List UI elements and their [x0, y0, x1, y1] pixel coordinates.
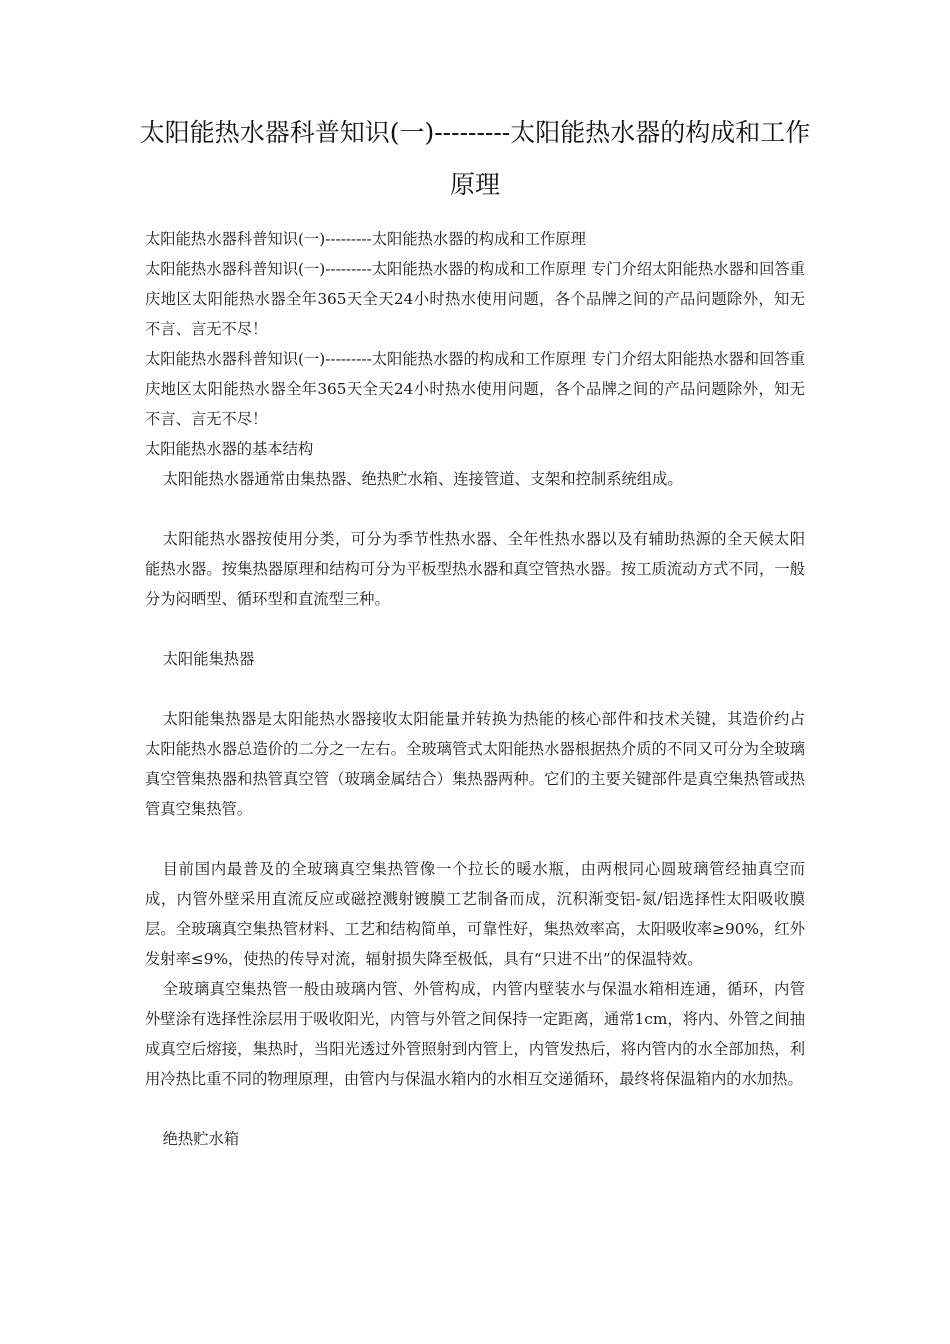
paragraph-components: 太阳能热水器通常由集热器、绝热贮水箱、连接管道、支架和控制系统组成。 [162, 470, 683, 488]
paragraph-intro-2: 太阳能热水器科普知识(一)---------太阳能热水器的构成和工作原理 专门介绍太阳能热水器和回答重庆地区太阳能热水器全年365天全天24小时热水使用问题，各个品牌之间的产品问题除外，知无不言、言无不尽！ [145, 350, 805, 428]
paragraph-intro-1: 太阳能热水器科普知识(一)---------太阳能热水器的构成和工作原理 专门介绍太阳能热水器和回答重庆地区太阳能热水器全年365天全天24小时热水使用问题，各个品牌之间的产品问题除外，知无不言、言无不尽！ [145, 260, 805, 338]
paragraph-subtitle: 太阳能热水器科普知识(一)---------太阳能热水器的构成和工作原理 [145, 230, 586, 248]
paragraph-gap [145, 824, 805, 854]
document-body [145, 224, 805, 1154]
section-heading-water-tank: 绝热贮水箱 [162, 1130, 240, 1148]
section-heading-collector: 太阳能集热器 [162, 650, 255, 668]
document-title-line-2: 原理 [449, 170, 500, 199]
document-title-line-1: 太阳能热水器科普知识(一)---------太阳能热水器的构成和工作 [139, 118, 811, 147]
paragraph-gap [145, 674, 805, 704]
paragraph-collector: 太阳能集热器是太阳能热水器接收太阳能量并转换为热能的核心部件和技术关键，其造价约占太阳能热水器总造价的二分之一左右。全玻璃管式太阳能热水器根据热介质的不同又可分为全玻璃真空管集热器和热管真空管（玻璃金属结合）集热器两种。它们的主要关键部件是真空集热管或热管真空集热管。 [145, 710, 805, 818]
paragraph-gap [145, 1094, 805, 1124]
paragraph-vacuum-tube: 目前国内最普及的全玻璃真空集热管像一个拉长的暖水瓶，由两根同心圆玻璃管经抽真空而成，内管外壁采用直流反应或磁控溅射镀膜工艺制备而成，沉积渐变铝-氮/铝选择性太阳吸收膜层。全玻璃真空集热管材料、工艺和结构简单，可靠性好，集热效率高，太阳吸收率≥90%，红外发射率≤9%，使热的传导对流，辐射损失降至极低，具有“只进不出”的保温特效。 [145, 860, 805, 968]
section-heading-basic-structure: 太阳能热水器的基本结构 [145, 440, 314, 458]
paragraph-classification: 太阳能热水器按使用分类，可分为季节性热水器、全年性热水器以及有辅助热源的全天候太阳能热水器。按集热器原理和结构可分为平板型热水器和真空管热水器。按工质流动方式不同，一般分为闷晒型、循环型和直流型三种。 [145, 530, 805, 608]
paragraph-gap [145, 494, 805, 524]
paragraph-vacuum-tube-structure: 全玻璃真空集热管一般由玻璃内管、外管构成，内管内壁装水与保温水箱相连通，循环，内管外壁涂有选择性涂层用于吸收阳光，内管与外管之间保持一定距离，通常1cm，将内、外管之间抽成真空后熔接，集热时，当阳光透过外管照射到内管上，内管发热后，将内管内的水全部加热，利用冷热比重不同的物理原理，由管内与保温水箱内的水相互交递循环，最终将保温箱内的水加热。 [145, 980, 805, 1088]
paragraph-gap [145, 614, 805, 644]
